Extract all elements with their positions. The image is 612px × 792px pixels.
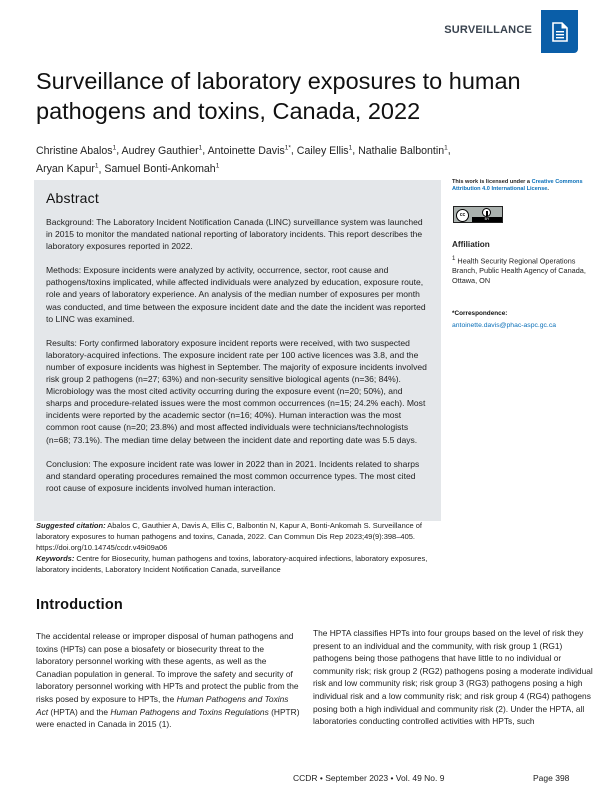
author: Cailey Ellis$^1$ [296,144,353,157]
abstract-background: Background: The Laboratory Incident Notification Canada (LINC) surveillance system was launched in 2015 to monitor the mandated national reporting of laboratory incidents. This report describes the laboratory exposures reported in 2022. [46,217,423,252]
introduction-right-column: The HPTA classifies HPTs into four groups based on the level of risk they present to an individual and the community, with risk group 1 (RG1) pathogens being those pathogens that have little to no individual or community risk; risk group 2 (RG2) pathogens posing a moderate individual risk and low community risk; risk group 3 (RG3) pathogens posing a high individual risk and a low community risk; and risk group 4 (RG4) pathogens posing both a high individual and community risk (2). Under the HPTA, all laboratories conducting controlled activities with HPTs, such [313,628,593,727]
author: Samuel Bonti-Ankomah$^1$ [104,162,220,176]
author: Antoinette Davis$^{1*}$ [207,144,291,157]
abstract-box [34,180,441,521]
keywords: Keywords: Centre for Biosecurity, human pathogens and toxins, laboratory-acquired infections, laboratory exposures, laboratory incidents, Laboratory Incident Notification Canada, surveillance [36,554,428,574]
author: Aryan Kapur$^1$ [36,162,99,176]
correspondence-heading: *Correspondence: [452,310,508,317]
section-badge [541,10,578,53]
affiliation-heading: Affiliation [452,240,490,249]
journal-footer: CCDR • September 2023 • Vol. 49 No. 9 [293,773,445,783]
correspondence-email-link[interactable]: antoinette.davis@phac-aspc.gc.ca [452,322,557,329]
abstract-heading: Abstract [46,190,99,206]
page-number: Page 398 [533,773,570,783]
license-link[interactable]: Creative Commons Attribution 4.0 International License [452,179,583,193]
document-icon [552,22,568,42]
suggested-citation: Suggested citation: Abalos C, Gauthier A, Davis A, Ellis C, Balbontin N, Kapur A, Bonti-Ankomah S. Surveillance of laboratory exposures to human pathogens and toxins, Canada, 2022. Can Commun Dis Rep 2023;49(9):398–405. https://doi.org/10.14745/ccdr.v49i09a06 [36,521,422,552]
citation-block [36,520,441,575]
attribution-icon [482,208,491,217]
introduction-left-column: The accidental release or improper disposal of human pathogens and toxins (HPTs) can pose a biosafety or biosecurity threat to the laboratory personnel working with these agents, as well as the Canadian population in general. To improve the safety and security of laboratory personnel working with HPTs and protect the public from the risks posed by exposure to HPTs, the Human Pathogens and Toxins Act (HPTA) and the Human Pathogens and Toxins Regulations (HPTR) were enacted in Canada in 2015 (1). [36,631,300,730]
license-statement: This work is licensed under a Creative Commons Attribution 4.0 International License. [452,179,583,193]
abstract-results: Results: Forty confirmed laboratory exposure incident reports were received, with two suspected laboratory-acquired infections. The exposure incident rate per 100 active licences was 3.8, and the number of exposure incidents was highest in September. The majority of exposure incidents involved risk group 2 pathogens (n=27; 63%) and non-security sensitive biological agents (n=36; 84%). Microbiology was the most cited activity occurring during the exposure event (n=20; 50%), and sharps and procedure-related issues were the most common occurrences (n=15; 24.2% each). Most incidents were reported by the academic sector (n=16; 40%). Human interaction was the most common root cause (n=20; 23.8%) and most affected individuals were technicians/technologists (n=68; 73.1%). The median time delay between the incident date and reporting date was 5.5 days. [46,337,427,445]
author-list: Christine Abalos$^1$, Audrey Gauthier$^1$, Antoinette Davis$^{1*}$, Cailey Ellis$^1$, Nathalie Balbontin$^1$, Aryan Kapur$^1$, Samuel Bonti-Ankomah$^1$ [36,144,451,176]
by-label: BY [472,217,502,222]
abstract-conclusion: Conclusion: The exposure incident rate was lower in 2022 than in 2021. Incidents related to sharps and standard operating procedures remained the most common occurrence types. The most cited root cause of exposure incidents involved human interaction. [46,458,420,493]
author: Christine Abalos$^1$ [36,144,117,157]
author: Nathalie Balbontin$^1$ [358,144,448,157]
abstract-methods: Methods: Exposure incidents were analyzed by activity, occurrence, sector, root cause and pathogens/toxins implicated, while affected individuals were analyzed by education, exposure route, role and years of laboratory experience. An analysis of the median number of exposures per month was conducted, and time between the exposure incident date and the date the incident was reported to LINC was examined. [46,265,426,324]
introduction-heading: Introduction [36,597,123,613]
author: Audrey Gauthier$^1$ [121,144,203,157]
article-title: Surveillance of laboratory exposures to human pathogens and toxins, Canada, 2022 [36,68,521,124]
cc-by-license-badge[interactable] [453,206,503,223]
section-label: SURVEILLANCE [444,24,532,36]
cc-icon: cc [456,209,469,222]
affiliation-text: $^1$ Health Security Regional Operations Branch, Public Health Agency of Canada, Ottawa, ON [452,255,586,286]
